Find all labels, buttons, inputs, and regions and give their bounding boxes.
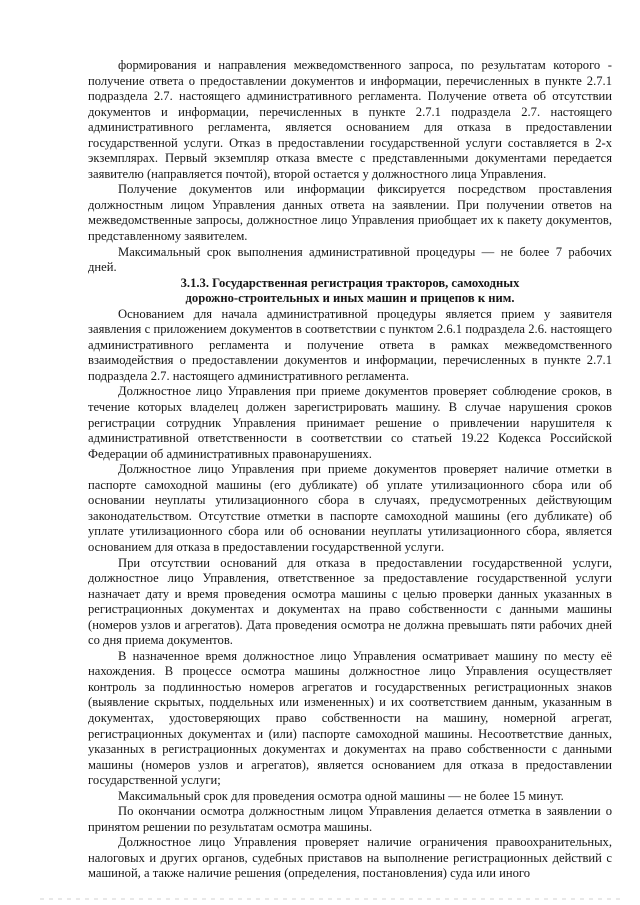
paragraph-poluchenie-dokumentov: Получение документов или информации фиксируется посредством проставления должностным лицом Управления данных ответа на заявлении. При получении ответов на межведомственные запросы, должностное лицо Управления приобщает их к пакету документов, представленному заявителем. bbox=[88, 182, 612, 244]
paragraph-max-srok-7-dney: Максимальный срок выполнения административной процедуры — не более 7 рабочих дней. bbox=[88, 244, 612, 275]
scan-bottom-edge bbox=[40, 898, 620, 900]
paragraph-proverka-srokov: Должностное лицо Управления при приеме документов проверяет соблюдение сроков, в течение которых владелец должен зарегистрировать машину. В случае нарушения сроков регистрации сотрудник Управления принимает решение о привлечении нарушителя к административной ответственности в соответствии со статьей 19.22 Кодекса Российской Федерации об административных правонарушениях. bbox=[88, 384, 612, 461]
paragraph-osnovanie: Основанием для начала административной процедуры является прием у заявителя заявления с приложением документов в соответствии с пунктом 2.6.1 подраздела 2.6. настоящего административного регламента и получение ответа в рамках межведомственного взаимодействия о предоставлении документов и информации, перечисленных в пункте 2.7.1 подраздела 2.7. настоящего административного регламента. bbox=[88, 306, 612, 383]
section-heading-3-1-3: 3.1.3. Государственная регистрация тракторов, самоходных дорожно-строительных и иных машин и прицепов к ним. bbox=[180, 275, 520, 306]
paragraph-osmotr-process: В назначенное время должностное лицо Управления осматривает машину по месту её нахождения. В процессе осмотра машины должностное лицо Управления осуществляет контроль за подлинностью номеров агрегатов и государственных регистрационных знаков (выявление скрытых, поддельных или измененных) и их соответствием данным, указанным в документах, удостоверяющих право собственности на машину, номерной агрегат, регистрационных документах и (или) паспорте самоходной машины. Несоответствие данных, указанных в регистрационных документах и документах на право собственности с данными машины (номеров узлов и агрегатов), является основанием для отказа в предоставлении государственной услуги; bbox=[88, 648, 612, 788]
paragraph-osmotr-data: При отсутствии оснований для отказа в предоставлении государственной услуги, должностное лицо Управления, ответственное за предоставление государственной услуги назначает дату и время проведения осмотра машины с целью проверки данных указанных в регистрационных документах и документах на право собственности с данными машины (номеров узлов и агрегатов). Дата проведения осмотра не должна превышать пяти рабочих дней со дня приема документов. bbox=[88, 555, 612, 648]
paragraph-utilizatsionny-sbor: Должностное лицо Управления при приеме документов проверяет наличие отметки в паспорте самоходной машины (его дубликате) об уплате утилизационного сбора или об основании неуплаты утилизационного сбора в случаях, предусмотренных действующим законодательством. Отсутствие отметки в паспорте самоходной машины (его дубликате) об уплате утилизационного сбора или об основании неуплаты утилизационного сбора, является основанием для отказа в предоставлении государственной услуги. bbox=[88, 462, 612, 554]
paragraph-max-srok-15-minut: Максимальный срок для проведения осмотра одной машины — не более 15 минут. bbox=[118, 788, 564, 803]
document-body bbox=[88, 58, 612, 882]
paragraph-mezhved-zapros: формирования и направления межведомственного запроса, по результатам которого - получение ответа о предоставлении документов и информации, перечисленных в пункте 2.7.1 подраздела 2.7. настоящего административного регламента. Получение ответа об отсутствии документов и информации, перечисленных в пункте 2.7.1 подраздела 2.7. настоящего административного регламента, является основанием для отказа в предоставлении государственной услуги. Отказ в предоставлении государственной услуги составляется в 2-х экземплярах. Первый экземпляр отказа вместе с представленными документами передается заявителю (направляется почтой), второй остается у должностного лица Управления. bbox=[88, 58, 612, 181]
paragraph-ogranicheniya: Должностное лицо Управления проверяет наличие ограничения правоохранительных, налоговых и других органов, судебных приставов на выполнение регистрационных действий с машиной, а также наличие решения (определения, постановления) суда или иного bbox=[88, 835, 612, 881]
paragraph-otmetka-v-zayavlenii: По окончании осмотра должностным лицом Управления делается отметка в заявлении о принятом решении по результатам осмотра машины. bbox=[88, 804, 612, 834]
